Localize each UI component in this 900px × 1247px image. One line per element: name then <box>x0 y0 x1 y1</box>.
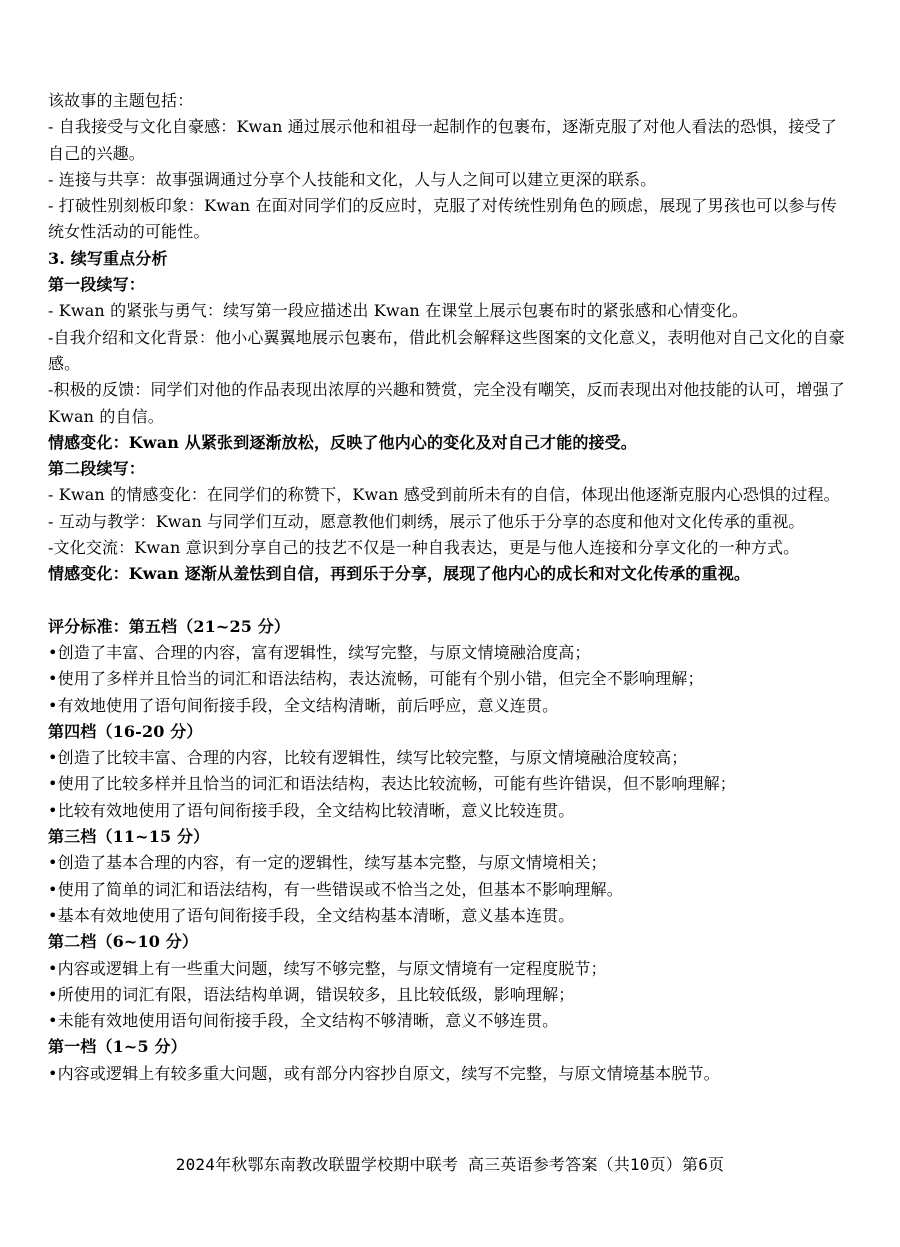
criteria-item: •基本有效地使用了语句间衔接手段，全文结构基本清晰，意义基本连贯。 <box>48 905 575 925</box>
criteria-item: •创造了基本合理的内容，有一定的逻辑性，续写基本完整，与原文情境相关； <box>48 853 607 873</box>
theme-item: - 自我接受与文化自豪感：Kwan 通过展示他和祖母一起制作的包裹布，逐渐克服了对他人看法的恐惧，接受了自己的兴趣。 <box>48 117 837 163</box>
page-content <box>48 88 848 1087</box>
section-heading: 3. 续写重点分析 <box>48 248 168 268</box>
para2-emotion: 情感变化：Kwan 逐渐从羞怯到自信，再到乐于分享，展现了他内心的成长和对文化传承的重视。 <box>48 564 751 584</box>
criteria-item: •创造了丰富、合理的内容，富有逻辑性，续写完整，与原文情境融洽度高； <box>48 642 591 662</box>
para1-item: -自我介绍和文化背景：他小心翼翼地展示包裹布，借此机会解释这些图案的文化意义，表明他对自己文化的自豪感。 <box>48 327 845 373</box>
criteria-item: •使用了多样并且恰当的词汇和语法结构，表达流畅，可能有个别小错，但完全不影响理解； <box>48 669 704 689</box>
criteria-item: •使用了简单的词汇和语法结构，有一些错误或不恰当之处，但基本不影响理解。 <box>48 879 623 899</box>
level-2-title: 第二档（6~10 分） <box>48 932 199 952</box>
para2-item: -文化交流：Kwan 意识到分享自己的技艺不仅是一种自我表达，更是与他人连接和分享文化的一种方式。 <box>48 538 800 558</box>
para2-item: - Kwan 的情感变化：在同学们的称赞下，Kwan 感受到前所未有的自信，体现出他逐渐克服内心恐惧的过程。 <box>48 485 840 505</box>
level-4-title: 第四档（16-20 分） <box>48 721 203 741</box>
para1-heading: 第一段续写： <box>48 275 145 295</box>
criteria-item: •使用了比较多样并且恰当的词汇和语法结构，表达比较流畅，可能有些许错误，但不影响理解； <box>48 774 736 794</box>
criteria-item: •比较有效地使用了语句间衔接手段，全文结构比较清晰，意义比较连贯。 <box>48 800 575 820</box>
level-1-title: 第一档（1~5 分） <box>48 1037 187 1057</box>
criteria-item: •所使用的词汇有限，语法结构单调，错误较多，且比较低级，影响理解； <box>48 984 575 1004</box>
analysis-section <box>48 246 848 588</box>
level-5-title: 评分标准：第五档（21~25 分） <box>48 616 291 636</box>
spacer <box>48 588 848 614</box>
level-3-title: 第三档（11~15 分） <box>48 827 210 847</box>
theme-section <box>48 88 848 246</box>
para2-heading: 第二段续写： <box>48 459 145 479</box>
theme-item: - 打破性别刻板印象：Kwan 在面对同学们的反应时，克服了对传统性别角色的顾虑，展现了男孩也可以参与传统女性活动的可能性。 <box>48 196 837 242</box>
page-footer: 2024年秋鄂东南教改联盟学校期中联考 高三英语参考答案（共10页）第6页 <box>175 1155 725 1174</box>
criteria-item: •未能有效地使用语句间衔接手段，全文结构不够清晰，意义不够连贯。 <box>48 1011 559 1031</box>
criteria-item: •内容或逻辑上有较多重大问题，或有部分内容抄自原文，续写不完整，与原文情境基本脱节。 <box>48 1063 720 1083</box>
para2-item: - 互动与教学：Kwan 与同学们互动，愿意教他们刺绣，展示了他乐于分享的态度和他对文化传承的重视。 <box>48 511 805 531</box>
theme-item: - 连接与共享：故事强调通过分享个人技能和文化，人与人之间可以建立更深的联系。 <box>48 169 657 189</box>
criteria-item: •有效地使用了语句间衔接手段，全文结构清晰，前后呼应，意义连贯。 <box>48 695 559 715</box>
para1-item: - Kwan 的紧张与勇气：续写第一段应描述出 Kwan 在课堂上展示包裹布时的紧张感和心情变化。 <box>48 301 749 321</box>
para1-item: -积极的反馈：同学们对他的作品表现出浓厚的兴趣和赞赏，完全没有嘲笑，反而表现出对他技能的认可，增强了 Kwan 的自信。 <box>48 380 845 426</box>
para1-emotion: 情感变化：Kwan 从紧张到逐渐放松，反映了他内心的变化及对自己才能的接受。 <box>48 432 637 452</box>
criteria-item: •内容或逻辑上有一些重大问题，续写不够完整，与原文情境有一定程度脱节； <box>48 958 607 978</box>
theme-intro: 该故事的主题包括： <box>48 91 194 110</box>
criteria-item: •创造了比较丰富、合理的内容，比较有逻辑性，续写比较完整，与原文情境融洽度较高； <box>48 748 688 768</box>
grading-section <box>48 614 848 1087</box>
